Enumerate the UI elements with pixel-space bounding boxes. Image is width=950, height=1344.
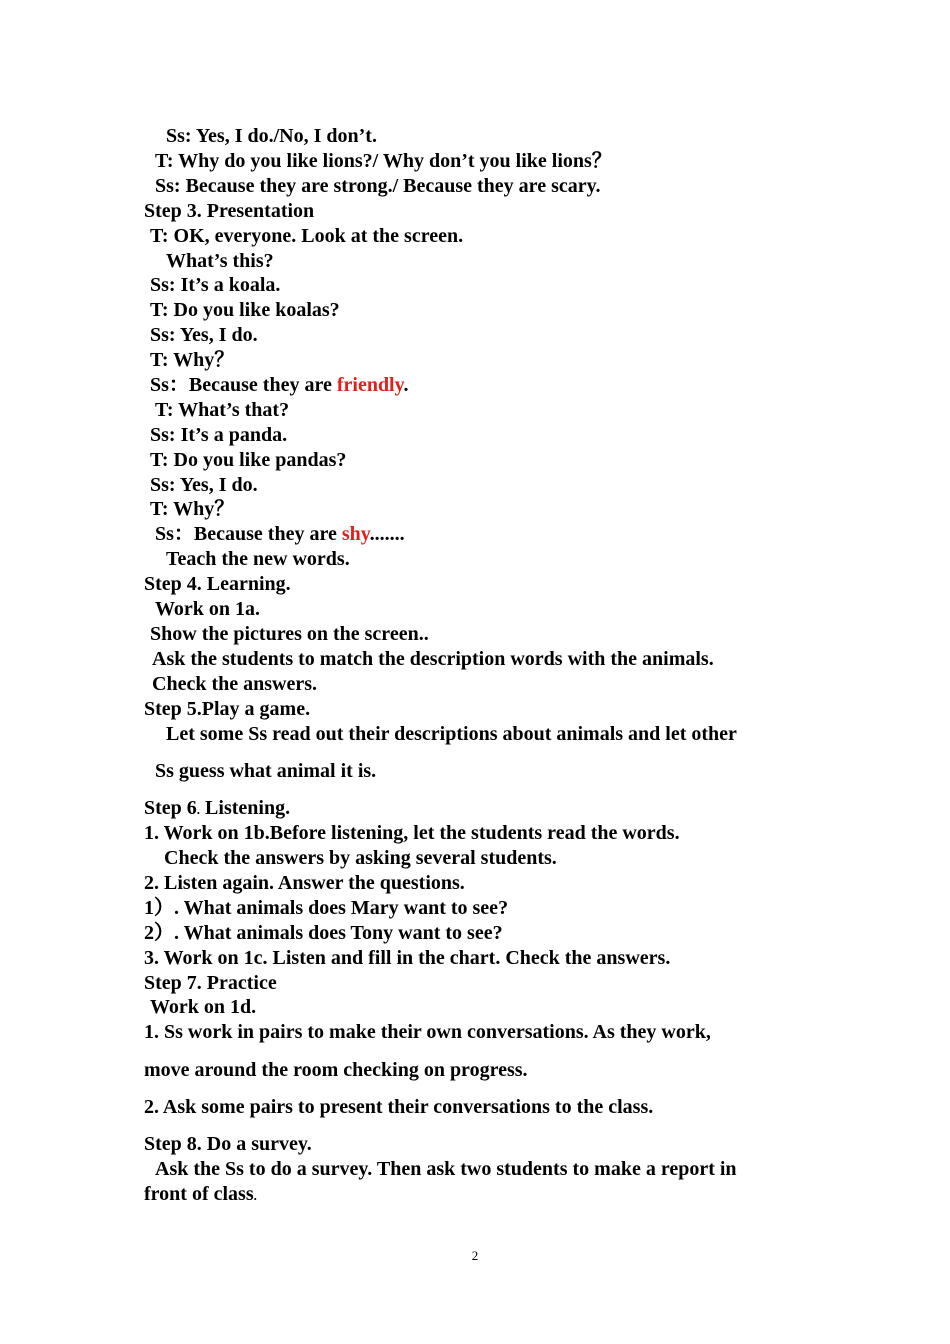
- text-line-friendly: [150, 373, 409, 398]
- text-line: 2）. What animals does Tony want to see?: [144, 922, 503, 944]
- text-line: Ss: Because they are strong./ Because they are scary.: [155, 175, 601, 197]
- text-line: Ask the students to match the description words with the animals.: [152, 648, 714, 670]
- text-line: Check the answers by asking several students.: [164, 847, 557, 869]
- text-line: Ask the Ss to do a survey. Then ask two students to make a report in: [155, 1158, 737, 1180]
- text-line: 1. Ss work in pairs to make their own conversations. As they work,: [144, 1021, 711, 1043]
- text-line: Work on 1d.: [150, 996, 257, 1018]
- text-line: Ss: Yes, I do.: [150, 474, 258, 496]
- page-number: 2: [471, 1248, 479, 1263]
- line-text: front of class: [144, 1183, 254, 1205]
- step-heading: Step 5.Play a game.: [144, 698, 311, 720]
- text-line: 2. Ask some pairs to present their conversations to the class.: [144, 1096, 654, 1118]
- line-prefix: Ss：Because they are: [150, 374, 337, 396]
- text-line: Ss: Yes, I do./No, I don’t.: [166, 125, 377, 147]
- text-line: Work on 1a.: [155, 598, 261, 620]
- text-line: What’s this?: [166, 250, 274, 272]
- step-heading: [144, 796, 290, 822]
- line-suffix: .......: [369, 523, 405, 545]
- text-line: T: Do you like pandas?: [150, 449, 347, 471]
- text-line: 2. Listen again. Answer the questions.: [144, 872, 465, 894]
- text-line: [144, 1182, 257, 1208]
- text-line: Ss guess what animal it is.: [155, 760, 377, 782]
- text-line: T: Why do you like lions?/ Why don’t you like lions？: [155, 150, 612, 172]
- text-line: T: What’s that?: [155, 399, 290, 421]
- text-line: Show the pictures on the screen..: [150, 623, 429, 645]
- highlight-word-shy: shy: [341, 523, 370, 545]
- highlight-word-friendly: friendly: [336, 374, 404, 396]
- step-label: Step 6: [144, 797, 197, 819]
- text-line: Check the answers.: [152, 673, 317, 695]
- text-line: Let some Ss read out their descriptions about animals and let other: [166, 723, 737, 745]
- text-line: move around the room checking on progress.: [144, 1059, 528, 1081]
- text-line: 3. Work on 1c. Listen and fill in the chart. Check the answers.: [144, 947, 671, 969]
- text-line: 1. Work on 1b.Before listening, let the students read the words.: [144, 822, 680, 844]
- text-line: 1）. What animals does Mary want to see?: [144, 897, 509, 919]
- text-line: T: Do you like koalas?: [150, 299, 340, 321]
- step-heading: Step 8. Do a survey.: [144, 1133, 312, 1155]
- step-heading: Step 4. Learning.: [144, 573, 291, 595]
- text-line: T: Why？: [150, 349, 235, 371]
- text-line: Ss: It’s a panda.: [150, 424, 288, 446]
- text-line: Teach the new words.: [166, 548, 350, 570]
- text-line: T: OK, everyone. Look at the screen.: [150, 225, 464, 247]
- step-dot: .: [196, 802, 201, 817]
- line-prefix: Ss：Because they are: [155, 523, 342, 545]
- text-line: T: Why？: [150, 498, 235, 520]
- step-heading: Step 7. Practice: [144, 972, 277, 994]
- step-heading: Step 3. Presentation: [144, 200, 315, 222]
- text-line-shy: [155, 522, 405, 547]
- line-end-dot: .: [253, 1188, 257, 1203]
- text-line: Ss: It’s a koala.: [150, 274, 281, 296]
- text-line: Ss: Yes, I do.: [150, 324, 258, 346]
- line-suffix: .: [403, 374, 409, 396]
- step-title: Listening.: [200, 797, 291, 819]
